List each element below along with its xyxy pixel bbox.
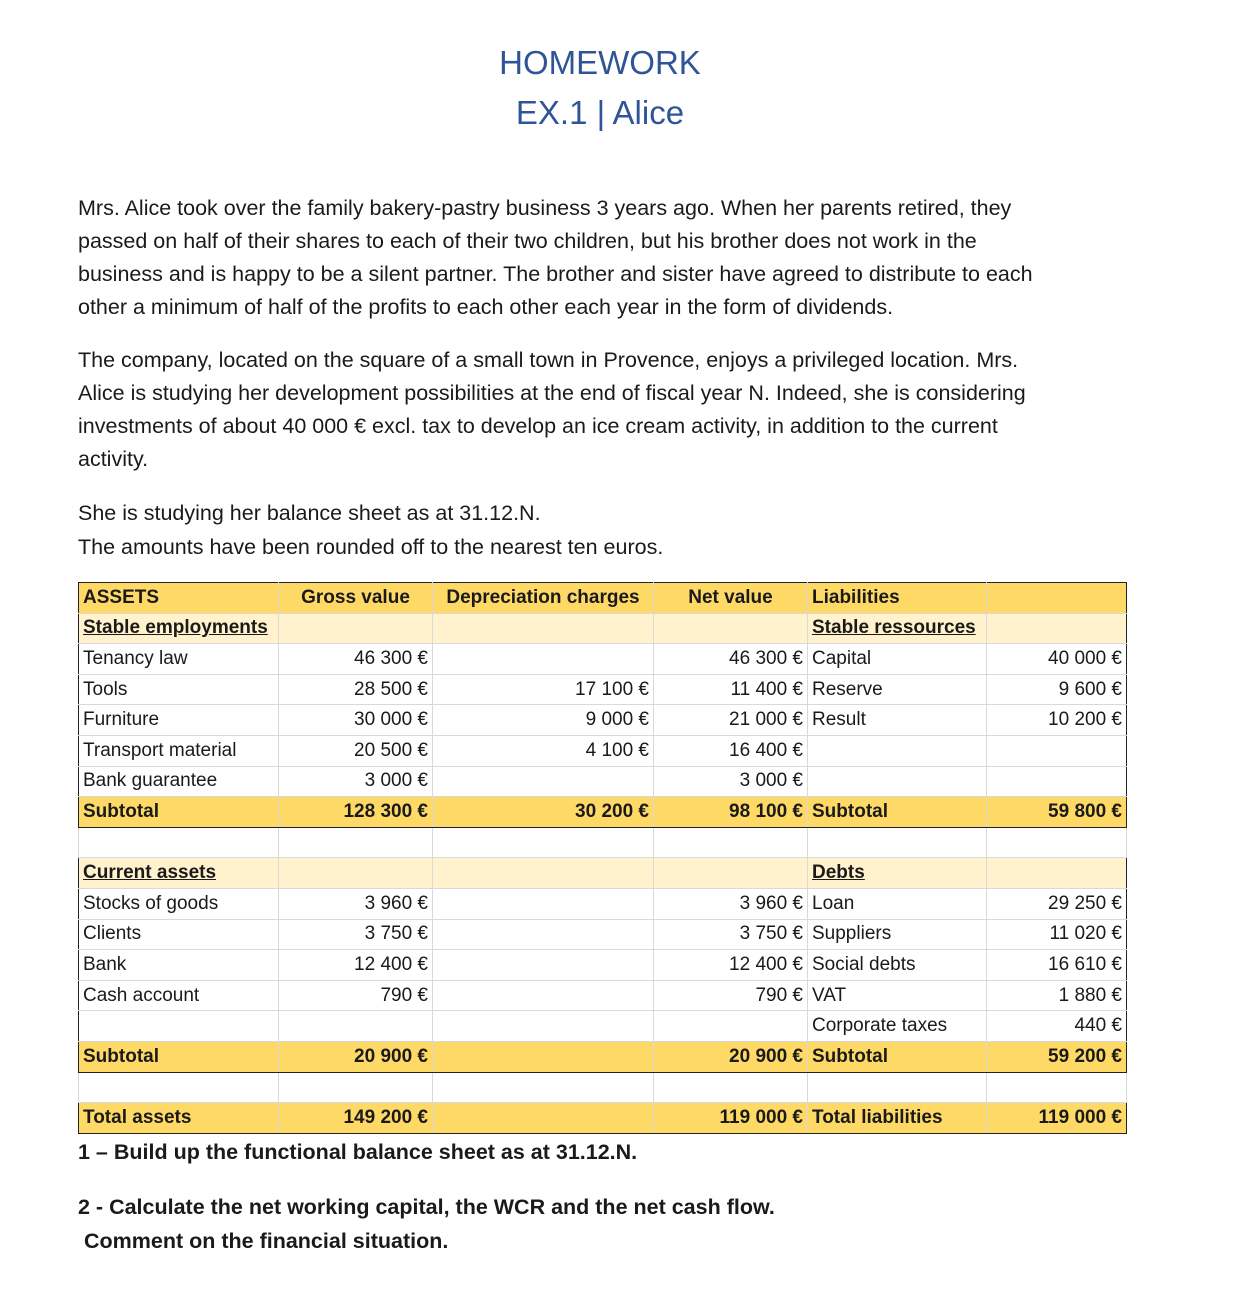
- cell-label: [79, 1011, 279, 1042]
- header-liabilities: Liabilities: [808, 583, 987, 614]
- cell-liab-amount: 29 250 €: [987, 888, 1127, 919]
- table-row: [79, 950, 1127, 981]
- table-row: [79, 888, 1127, 919]
- cell-label: Tenancy law: [79, 644, 279, 675]
- total-gross: 149 200 €: [279, 1103, 433, 1134]
- total-row: [79, 1103, 1127, 1134]
- text-line: investments of about 40 000 € excl. tax to develop an ice cream activity, in addition to the current: [78, 414, 998, 438]
- cell-liab-label: [808, 735, 987, 766]
- text-line: business and is happy to be a silent partner. The brother and sister have agreed to distribute to each: [78, 262, 1033, 286]
- cell-gross: 3 960 €: [279, 888, 433, 919]
- cell-depreciation: [433, 888, 654, 919]
- cell-depreciation: [433, 766, 654, 797]
- subtotal-net: 20 900 €: [654, 1041, 808, 1072]
- cell-label: Transport material: [79, 735, 279, 766]
- text-line: activity.: [78, 447, 149, 471]
- cell-net: 21 000 €: [654, 705, 808, 736]
- question-2-line-2: Comment on the financial situation.: [84, 1229, 449, 1253]
- subtotal-depreciation: [433, 1041, 654, 1072]
- total-net: 119 000 €: [654, 1103, 808, 1134]
- text-line: Alice is studying her development possibilities at the end of fiscal year N. Indeed, she is considering: [78, 381, 1026, 405]
- subtotal-liab-amount: 59 800 €: [987, 797, 1127, 828]
- cell-liab-label: Result: [808, 705, 987, 736]
- balance-intro-paragraph: [78, 496, 1126, 564]
- header-net-value: Net value: [654, 583, 808, 614]
- text-line: She is studying her balance sheet as at 31.12.N.: [78, 501, 541, 525]
- cell-depreciation: [433, 980, 654, 1011]
- cell-net: 790 €: [654, 980, 808, 1011]
- cell-depreciation: 9 000 €: [433, 705, 654, 736]
- cell-label: Cash account: [79, 980, 279, 1011]
- intro-paragraph: [78, 192, 1126, 324]
- text-line: The company, located on the square of a small town in Provence, enjoys a privileged location. Mrs.: [78, 348, 1019, 372]
- section-label-debts: Debts: [812, 862, 865, 884]
- section-label-current-assets: Current assets: [83, 862, 217, 884]
- cell-label: Furniture: [79, 705, 279, 736]
- subtotal-gross: 20 900 €: [279, 1041, 433, 1072]
- cell-gross: 46 300 €: [279, 644, 433, 675]
- subtotal-gross: 128 300 €: [279, 797, 433, 828]
- cell-gross: 790 €: [279, 980, 433, 1011]
- page-subtitle: EX.1 | Alice: [515, 94, 685, 131]
- header-gross-value: Gross value: [279, 583, 433, 614]
- section-row-stable: [79, 613, 1127, 644]
- subtotal-row-stable: [79, 797, 1127, 828]
- cell-liab-amount: [987, 766, 1127, 797]
- spacer-row: [79, 827, 1127, 858]
- cell-gross: [279, 1011, 433, 1042]
- cell-depreciation: 17 100 €: [433, 674, 654, 705]
- cell-liab-label: Capital: [808, 644, 987, 675]
- header-assets: ASSETS: [79, 583, 279, 614]
- cell-net: 46 300 €: [654, 644, 808, 675]
- total-liabilities-amount: 119 000 €: [987, 1103, 1127, 1134]
- subtotal-label: Subtotal: [79, 797, 279, 828]
- text-line: passed on half of their shares to each of their two children, but his brother does not work in the: [78, 229, 977, 253]
- header-depreciation: Depreciation charges: [433, 583, 654, 614]
- cell-gross: 3 750 €: [279, 919, 433, 950]
- cell-liab-amount: 40 000 €: [987, 644, 1127, 675]
- total-depreciation: [433, 1103, 654, 1134]
- cell-liab-label: Suppliers: [808, 919, 987, 950]
- cell-liab-label: Loan: [808, 888, 987, 919]
- cell-gross: 20 500 €: [279, 735, 433, 766]
- subtotal-row-current: [79, 1041, 1127, 1072]
- total-assets-label: Total assets: [79, 1103, 279, 1134]
- cell-liab-amount: 440 €: [987, 1011, 1127, 1042]
- table-row: [79, 1011, 1127, 1042]
- cell-liab-amount: 10 200 €: [987, 705, 1127, 736]
- cell-gross: 28 500 €: [279, 674, 433, 705]
- cell-liab-amount: 9 600 €: [987, 674, 1127, 705]
- header-amount: [987, 583, 1127, 614]
- cell-gross: 12 400 €: [279, 950, 433, 981]
- text-line: other a minimum of half of the profits to each other each year in the form of dividends.: [78, 295, 894, 319]
- question-2: [78, 1190, 775, 1258]
- question-1: 1 – Build up the functional balance sheet as at 31.12.N.: [78, 1140, 638, 1164]
- cell-depreciation: 4 100 €: [433, 735, 654, 766]
- question-2-line-1: 2 - Calculate the net working capital, the WCR and the net cash flow.: [78, 1195, 775, 1219]
- subtotal-liab-label: Subtotal: [808, 797, 987, 828]
- cell-liab-label: VAT: [808, 980, 987, 1011]
- text-line: Mrs. Alice took over the family bakery-pastry business 3 years ago. When her parents retired, they: [78, 196, 1012, 220]
- text-line: The amounts have been rounded off to the nearest ten euros.: [78, 535, 664, 559]
- cell-liab-amount: 16 610 €: [987, 950, 1127, 981]
- total-liabilities-label: Total liabilities: [808, 1103, 987, 1134]
- cell-label: Stocks of goods: [79, 888, 279, 919]
- cell-liab-label: Corporate taxes: [808, 1011, 987, 1042]
- table-row: [79, 644, 1127, 675]
- balance-sheet-table: [78, 582, 1127, 1134]
- table-row: [79, 766, 1127, 797]
- table-header-row: [79, 583, 1127, 614]
- cell-depreciation: [433, 919, 654, 950]
- cell-net: 11 400 €: [654, 674, 808, 705]
- cell-net: 12 400 €: [654, 950, 808, 981]
- cell-liab-amount: 11 020 €: [987, 919, 1127, 950]
- cell-liab-amount: [987, 735, 1127, 766]
- cell-liab-label: [808, 766, 987, 797]
- cell-label: Bank guarantee: [79, 766, 279, 797]
- cell-net: 3 750 €: [654, 919, 808, 950]
- cell-depreciation: [433, 1011, 654, 1042]
- section-label-stable-employments: Stable employments: [83, 617, 268, 639]
- subtotal-net: 98 100 €: [654, 797, 808, 828]
- cell-label: Bank: [79, 950, 279, 981]
- cell-net: 16 400 €: [654, 735, 808, 766]
- cell-depreciation: [433, 950, 654, 981]
- subtotal-depreciation: 30 200 €: [433, 797, 654, 828]
- cell-net: [654, 1011, 808, 1042]
- cell-gross: 30 000 €: [279, 705, 433, 736]
- spacer-row: [79, 1072, 1127, 1103]
- cell-label: Clients: [79, 919, 279, 950]
- cell-label: Tools: [79, 674, 279, 705]
- section-row-current: [79, 858, 1127, 889]
- cell-depreciation: [433, 644, 654, 675]
- section-label-stable-resources: Stable ressources: [812, 617, 976, 639]
- subtotal-liab-label: Subtotal: [808, 1041, 987, 1072]
- cell-liab-label: Social debts: [808, 950, 987, 981]
- table-row: [79, 674, 1127, 705]
- cell-net: 3 960 €: [654, 888, 808, 919]
- cell-liab-label: Reserve: [808, 674, 987, 705]
- cell-liab-amount: 1 880 €: [987, 980, 1127, 1011]
- cell-gross: 3 000 €: [279, 766, 433, 797]
- subtotal-label: Subtotal: [79, 1041, 279, 1072]
- subtotal-liab-amount: 59 200 €: [987, 1041, 1127, 1072]
- page-title: HOMEWORK: [499, 44, 701, 81]
- table-row: [79, 919, 1127, 950]
- table-row: [79, 705, 1127, 736]
- table-row: [79, 980, 1127, 1011]
- table-row: [79, 735, 1127, 766]
- cell-net: 3 000 €: [654, 766, 808, 797]
- context-paragraph: [78, 344, 1126, 476]
